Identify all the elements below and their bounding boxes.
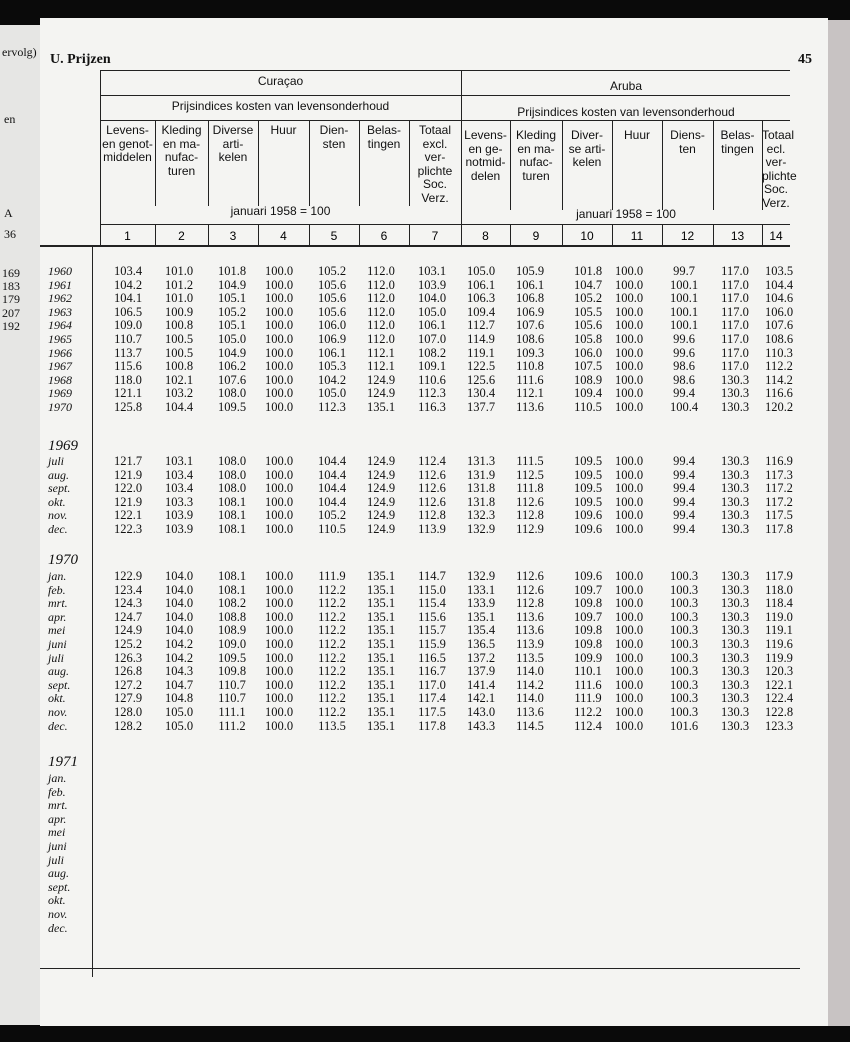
section-title: U. Prijzen [50, 52, 111, 67]
base-note-curacao: januari 1958 = 100 [230, 204, 331, 218]
base-note-aruba: januari 1958 = 100 [576, 207, 676, 221]
data-column: 99.4 99.4 99.4 99.4 99.4 99.4 [673, 454, 695, 536]
edge-fragment: 192 [2, 319, 20, 333]
data-column: 130.3 130.3 130.3 130.3 130.3 130.3 [720, 454, 750, 536]
column-header: Diverse arti- kelen [212, 123, 254, 164]
column-number: 3 [229, 229, 237, 243]
column-header: Levens- en genot- middelen [102, 123, 153, 164]
edge-fragment: en [4, 112, 16, 126]
data-column: 124.9 124.9 124.9 124.9 124.9 124.9 [366, 454, 396, 536]
data-column: 105.2 105.6 105.6 105.6 106.0 106.9 106.1 105.3 104.2 105.0 112.3 [317, 264, 347, 414]
data-column: 104.0 104.0 104.0 104.0 104.0 104.2 104.2 104.3 104.7 104.8 105.0 105.0 [164, 569, 194, 733]
column-number: 14 [769, 229, 783, 243]
data-column: 112.0 112.0 112.0 112.0 112.0 112.0 112.1 112.1 124.9 124.9 135.1 [366, 264, 396, 414]
data-column: 108.1 108.1 108.2 108.8 108.9 109.0 109.5 109.8 110.7 110.7 111.1 111.2 [217, 569, 247, 733]
data-column: 100.0 100.0 100.0 100.0 100.0 100.0 100.0 100.0 100.0 100.0 100.0 [614, 264, 644, 414]
column-divider [510, 224, 511, 246]
column-header: Belas- tingen [366, 123, 401, 151]
column-header: Totaal ecl. ver- plichte Soc. Verz. [762, 128, 797, 210]
row-labels: 1960 1961 1962 1963 1964 1965 1966 1967 1968 1969 1970 [48, 264, 72, 414]
data-column: 103.5 104.4 104.6 106.0 107.6 108.6 110.3 112.2 114.2 116.6 120.2 [764, 264, 794, 414]
data-column: 105.9 106.1 106.8 106.9 107.6 108.6 109.3 110.8 111.6 112.1 113.6 [515, 264, 545, 414]
data-column: 130.3 130.3 130.3 130.3 130.3 130.3 130.3 130.3 130.3 130.3 130.3 130.3 [720, 569, 750, 733]
edge-fragment: 183 [2, 279, 20, 293]
previous-page-edge [0, 25, 41, 1025]
row-labels: jan. feb. mrt. apr. mei juni juli aug. sept. okt. nov. dec. [48, 569, 71, 733]
rule-body [40, 245, 790, 247]
column-header: Totaal excl. ver- plichte Soc. Verz. [417, 123, 453, 205]
data-column: 117.9 118.0 118.4 119.0 119.1 119.6 119.9 120.3 122.1 122.4 122.8 123.3 [764, 569, 794, 733]
data-column: 112.6 112.6 112.8 113.6 113.6 113.9 113.5 114.0 114.2 114.0 113.6 114.5 [516, 569, 544, 733]
edge-fragment: 36 [4, 227, 16, 241]
data-column: 112.4 112.6 112.6 112.6 112.8 113.9 [418, 454, 446, 536]
region-curacao: Curaçao [257, 74, 304, 88]
data-column: 100.0 100.0 100.0 100.0 100.0 100.0 [264, 454, 294, 536]
edge-fragment: ervolg) [2, 45, 37, 59]
row-labels: juli aug. sept. okt. nov. dec. [48, 454, 71, 536]
book-edge [826, 20, 850, 1026]
column-divider [409, 224, 410, 246]
subtitle-curacao: Prijsindices kosten van levensonderhoud [171, 99, 390, 113]
edge-fragment: A [4, 206, 13, 220]
data-column: 100.0 100.0 100.0 100.0 100.0 100.0 100.0 100.0 100.0 100.0 100.0 100.0 [264, 569, 294, 733]
data-column: 108.0 108.0 108.0 108.1 108.1 108.1 [217, 454, 247, 536]
column-header: Huur [270, 123, 297, 137]
column-divider [155, 224, 156, 246]
data-column: 114.7 115.0 115.4 115.6 115.7 115.9 116.5 116.7 117.0 117.4 117.5 117.8 [418, 569, 446, 733]
column-number: 7 [431, 229, 439, 243]
data-column: 101.0 101.2 101.0 100.9 100.8 100.5 100.5 100.8 102.1 103.2 104.4 [164, 264, 194, 414]
column-number: 6 [380, 229, 388, 243]
column-header: Diver- se arti- kelen [568, 128, 606, 169]
data-column: 101.8 104.9 105.1 105.2 105.1 105.0 104.9 106.2 107.6 108.0 109.5 [217, 264, 247, 414]
column-number: 11 [630, 229, 644, 243]
data-column: 116.9 117.3 117.2 117.2 117.5 117.8 [765, 454, 793, 536]
column-number: 10 [580, 229, 594, 243]
region-aruba: Aruba [609, 79, 643, 93]
column-header: Levens- en ge- notmid- delen [464, 128, 507, 183]
data-column: 131.3 131.9 131.8 131.8 132.3 132.9 [466, 454, 496, 536]
data-column: 111.9 112.2 112.2 112.2 112.2 112.2 112.2 112.2 112.2 112.2 112.2 113.5 [318, 569, 346, 733]
data-column: 105.0 106.1 106.3 109.4 112.7 114.9 119.1 122.5 125.6 130.4 137.7 [466, 264, 496, 414]
data-column: 104.4 104.4 104.4 104.4 105.2 110.5 [317, 454, 347, 536]
data-column: 121.7 121.9 122.0 121.9 122.1 122.3 [113, 454, 143, 536]
rule-region [100, 95, 790, 96]
rule-top [100, 70, 790, 71]
column-header: Diens- ten [670, 128, 705, 156]
data-column: 109.5 109.5 109.5 109.5 109.6 109.6 [573, 454, 603, 536]
column-number: 1 [124, 229, 131, 243]
column-header: Dien- sten [319, 123, 349, 151]
edge-fragment: 179 [2, 292, 20, 306]
row-labels: jan. feb. mrt. apr. mei juni juli aug. sept. okt. nov. dec. [48, 771, 71, 935]
data-column: 100.3 100.3 100.3 100.3 100.3 100.3 100.3 100.3 100.3 100.3 100.3 101.6 [669, 569, 699, 733]
data-column: 103.4 104.2 104.1 106.5 109.0 110.7 113.7 115.6 118.0 121.1 125.8 [113, 264, 143, 414]
year-heading: 1969 [48, 438, 78, 454]
data-column: 101.8 104.7 105.2 105.5 105.6 105.8 106.0 107.5 108.9 109.4 110.5 [573, 264, 603, 414]
edge-fragment: 207 [2, 306, 20, 320]
data-column: 103.1 103.4 103.4 103.3 103.9 103.9 [164, 454, 194, 536]
data-column: 122.9 123.4 124.3 124.7 124.9 125.2 126.3 126.8 127.2 127.9 128.0 128.2 [113, 569, 143, 733]
subtitle-aruba: Prijsindices kosten van levensonderhoud [517, 105, 735, 119]
data-column: 117.0 117.0 117.0 117.0 117.0 117.0 117.0 117.0 130.3 130.3 130.3 [720, 264, 750, 414]
data-column: 111.5 112.5 111.8 112.6 112.8 112.9 [516, 454, 544, 536]
data-column: 100.0 100.0 100.0 100.0 100.0 100.0 100.0 100.0 100.0 100.0 100.0 100.0 [614, 569, 644, 733]
rule-numbers [100, 224, 790, 225]
data-column: 135.1 135.1 135.1 135.1 135.1 135.1 135.1 135.1 135.1 135.1 135.1 135.1 [366, 569, 396, 733]
rule-subtitle [100, 120, 790, 121]
column-header: Belas- tingen [720, 128, 755, 156]
column-number: 4 [280, 229, 287, 243]
year-heading: 1971 [48, 754, 78, 770]
column-number: 13 [730, 229, 745, 243]
column-header: Huur [623, 128, 650, 142]
year-heading: 1970 [48, 552, 78, 568]
data-column: 100.0 100.0 100.0 100.0 100.0 100.0 100.0 100.0 100.0 100.0 100.0 [264, 264, 294, 414]
data-column: 100.0 100.0 100.0 100.0 100.0 100.0 [614, 454, 644, 536]
column-header: Kleding en ma- nufac- turen [515, 128, 557, 183]
data-column: 132.9 133.1 133.9 135.1 135.4 136.5 137.2 137.9 141.4 142.1 143.0 143.3 [466, 569, 496, 733]
column-number: 12 [680, 229, 695, 243]
rule-stub [92, 245, 93, 977]
rule-bottom [40, 968, 800, 969]
column-number: 9 [532, 229, 540, 243]
column-number: 8 [482, 229, 489, 243]
column-number: 2 [178, 229, 185, 243]
data-column: 99.7 100.1 100.1 100.1 100.1 99.6 99.6 98.6 98.6 99.4 100.4 [669, 264, 699, 414]
page-number: 45 [798, 52, 812, 67]
column-header: Kleding en ma- nufac- turen [161, 123, 202, 178]
edge-fragment: 169 [2, 266, 20, 280]
data-column: 109.6 109.7 109.8 109.7 109.8 109.8 109.9 110.1 111.6 111.9 112.2 112.4 [573, 569, 603, 733]
column-number: 5 [330, 229, 338, 243]
data-column: 103.1 103.9 104.0 105.0 106.1 107.0 108.2 109.1 110.6 112.3 116.3 [417, 264, 447, 414]
